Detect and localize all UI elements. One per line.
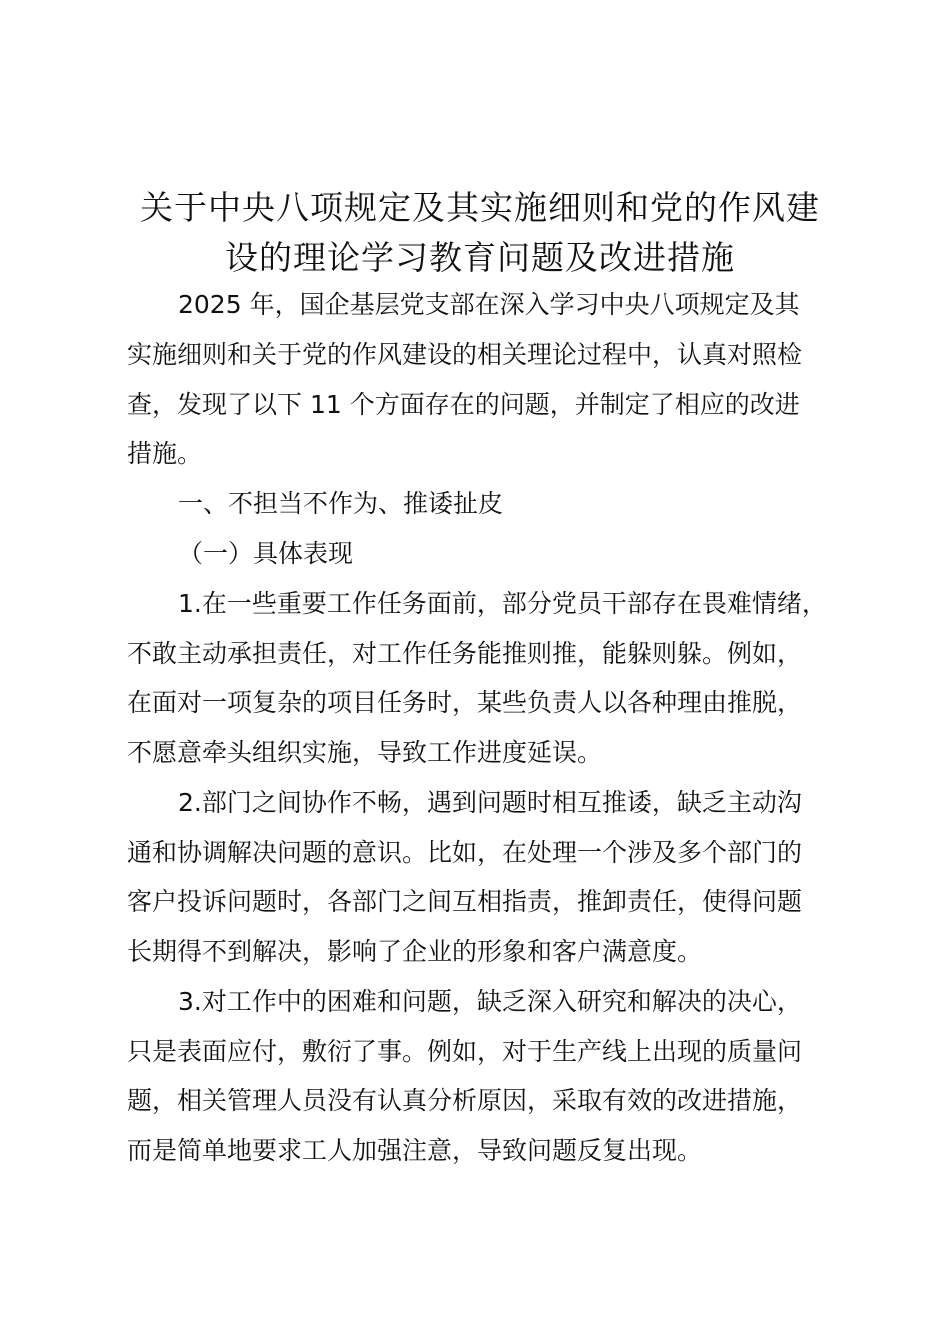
item-1-line: 在面对一项复杂的项目任务时，某些负责人以各种理由推脱， <box>127 688 803 717</box>
item-3-line: 3.对工作中的困难和问题，缺乏深入研究和解决的决心， <box>178 987 802 1016</box>
item-2-line: 2.部门之间协作不畅，遇到问题时相互推诿，缺乏主动沟 <box>178 788 802 817</box>
intro-paragraph-line: 2025 年，国企基层党支部在深入学习中央八项规定及其 <box>178 290 800 319</box>
document-title-line-1: 关于中央八项规定及其实施细则和党的作风建 <box>140 188 820 227</box>
item-2-line: 通和协调解决问题的意识。比如，在处理一个涉及多个部门的 <box>127 838 803 867</box>
item-3-line: 只是表面应付，敷衍了事。例如，对于生产线上出现的质量问 <box>127 1037 803 1066</box>
intro-paragraph-line: 实施细则和关于党的作风建设的相关理论过程中，认真对照检 <box>127 340 803 369</box>
section-heading: 一、不担当不作为、推诿扯皮 <box>178 489 504 518</box>
document-title-line-2: 设的理论学习教育问题及改进措施 <box>225 238 735 277</box>
item-3-line: 而是简单地要求工人加强注意，导致问题反复出现。 <box>127 1136 703 1165</box>
item-1-line: 不敢主动承担责任，对工作任务能推则推，能躲则躲。例如， <box>127 639 803 668</box>
item-1-line: 不愿意牵头组织实施，导致工作进度延误。 <box>127 738 603 767</box>
intro-paragraph-line: 措施。 <box>127 439 203 468</box>
item-3-line: 题，相关管理人员没有认真分析原因，采取有效的改进措施， <box>127 1086 803 1115</box>
item-2-line: 长期得不到解决，影响了企业的形象和客户满意度。 <box>127 937 703 966</box>
intro-paragraph-line: 查，发现了以下 11 个方面存在的问题，并制定了相应的改进 <box>127 390 800 419</box>
subsection-heading: （一）具体表现 <box>178 539 354 568</box>
item-2-line: 客户投诉问题时，各部门之间互相指责，推卸责任，使得问题 <box>127 887 803 916</box>
item-1-line: 1.在一些重要工作任务面前，部分党员干部存在畏难情绪， <box>178 589 827 618</box>
